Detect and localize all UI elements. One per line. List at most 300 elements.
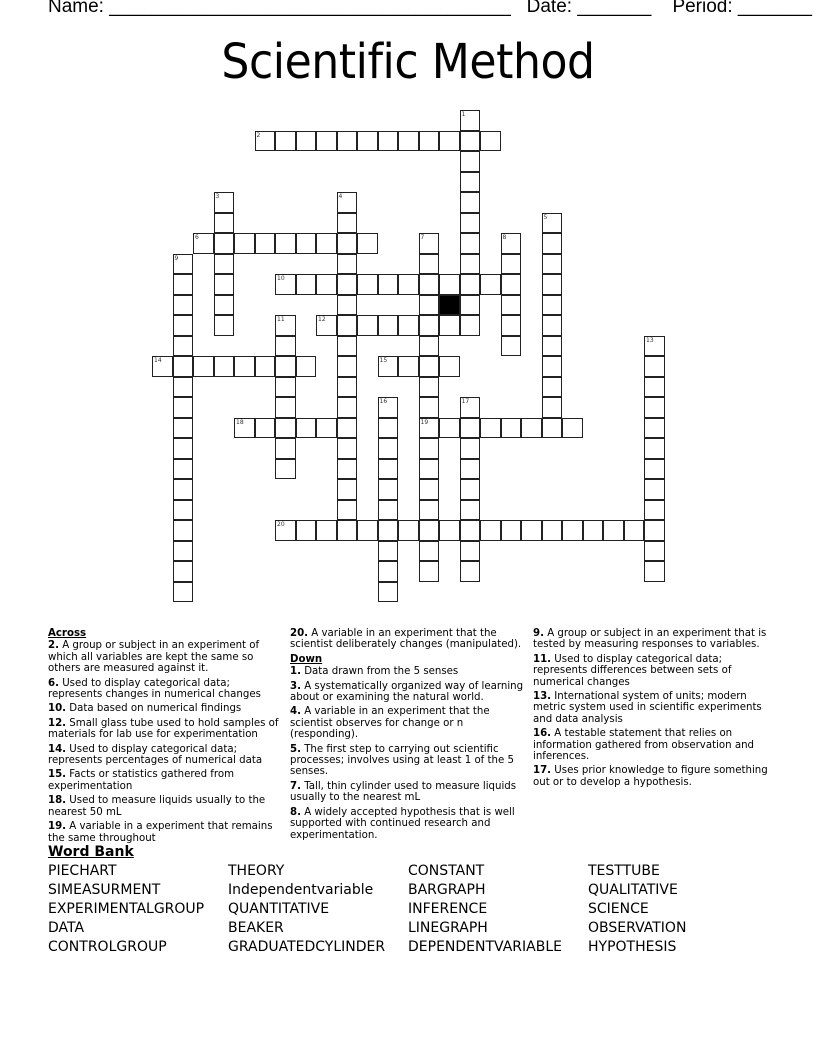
crossword-cell[interactable] xyxy=(378,418,399,439)
clue-number: 15. xyxy=(48,769,67,781)
clue-number: 11 xyxy=(277,316,285,323)
clue-number: 9. xyxy=(533,628,544,639)
clue-text: Used to measure liquids usually to the nearest 50 mL xyxy=(48,795,266,818)
crossword-cell[interactable] xyxy=(460,459,481,480)
word-bank-item: BEAKER xyxy=(228,920,284,936)
crossword-cell[interactable] xyxy=(419,377,440,398)
clue-number: 17 xyxy=(461,398,470,405)
crossword-cell[interactable] xyxy=(316,233,337,254)
clue-text: A group or subject in an experiment of which all variables are kept the same so others are measured against it. xyxy=(48,640,260,675)
crossword-cell[interactable] xyxy=(542,315,563,336)
clue-text: Used to display categorical data; represents changes in numerical changes xyxy=(48,677,261,701)
clue-number: 19 xyxy=(420,418,429,426)
crossword-cell[interactable] xyxy=(337,336,358,357)
crossword-cell[interactable] xyxy=(337,397,358,418)
crossword-cell[interactable] xyxy=(173,418,194,439)
crossword-cell[interactable] xyxy=(378,438,399,459)
clue-text: Facts or statistics gathered from experimentation xyxy=(48,769,234,792)
crossword-cell[interactable] xyxy=(378,500,399,521)
clue-number: 16. xyxy=(533,728,552,740)
crossword-cell[interactable] xyxy=(439,131,460,152)
crossword-cell[interactable] xyxy=(419,418,440,439)
clue-number: 14 xyxy=(154,357,162,364)
crossword-cell[interactable] xyxy=(296,131,317,152)
crossword-cell[interactable] xyxy=(173,541,194,562)
crossword-cell[interactable] xyxy=(562,520,583,541)
crossword-cell[interactable] xyxy=(419,356,440,377)
word-bank-column-4 xyxy=(588,862,686,957)
crossword-cell[interactable] xyxy=(460,274,481,295)
crossword-cell[interactable] xyxy=(275,356,296,377)
crossword-cell[interactable] xyxy=(337,479,358,500)
clue-item xyxy=(48,640,286,674)
word-bank-title: Word Bank xyxy=(48,844,134,860)
crossword-cell[interactable] xyxy=(173,295,194,316)
crossword-cell[interactable] xyxy=(419,315,440,336)
crossword-cell[interactable] xyxy=(460,213,481,234)
crossword-cell[interactable] xyxy=(521,520,542,541)
clue-item xyxy=(48,795,286,818)
crossword-cell[interactable] xyxy=(296,418,317,439)
clue-item xyxy=(290,666,530,677)
crossword-cell[interactable] xyxy=(255,131,276,152)
crossword-cell[interactable] xyxy=(337,459,358,480)
crossword-cell[interactable] xyxy=(460,397,481,418)
crossword-cell[interactable] xyxy=(542,274,563,295)
clue-text: A widely accepted hypothesis that is well supported with continued research and experimentation. xyxy=(290,806,515,841)
clue-item xyxy=(533,628,768,651)
crossword-cell[interactable] xyxy=(644,418,665,439)
crossword-cell[interactable] xyxy=(501,520,522,541)
clue-text: A group or subject in an experiment that is tested by measuring responses to variables. xyxy=(533,628,767,651)
clue-item xyxy=(533,728,768,762)
clue-section-heading: Across xyxy=(48,628,87,639)
crossword-cell[interactable] xyxy=(173,582,194,603)
clue-number: 4. xyxy=(290,706,301,718)
clue-text: Data based on numerical findings xyxy=(66,703,242,715)
clue-number: 7. xyxy=(290,780,301,792)
crossword-cell[interactable] xyxy=(644,541,665,562)
crossword-cell[interactable] xyxy=(378,315,399,336)
crossword-cell[interactable] xyxy=(255,418,276,439)
clue-section-heading: Down xyxy=(290,653,323,665)
crossword-cell[interactable] xyxy=(337,274,358,295)
crossword-cell[interactable] xyxy=(316,315,337,336)
crossword-cell[interactable] xyxy=(542,377,563,398)
crossword-cell[interactable] xyxy=(542,213,563,234)
crossword-cell[interactable] xyxy=(644,397,665,418)
crossword-cell[interactable] xyxy=(644,479,665,500)
crossword-cell[interactable] xyxy=(644,377,665,398)
crossword-cell[interactable] xyxy=(316,418,337,439)
word-bank-item: TESTTUBE xyxy=(588,863,660,879)
crossword-cell[interactable] xyxy=(173,520,194,541)
crossword-cell[interactable] xyxy=(214,315,235,336)
crossword-cell[interactable] xyxy=(521,418,542,439)
crossword-cell[interactable] xyxy=(439,315,460,336)
clue-text: Small glass tube used to hold samples of materials for lab use for experimentation xyxy=(48,717,279,741)
crossword-cell[interactable] xyxy=(234,233,255,254)
crossword-cell[interactable] xyxy=(542,397,563,418)
clue-number: 4 xyxy=(338,193,343,200)
crossword-cell[interactable] xyxy=(419,561,440,582)
crossword-cell[interactable] xyxy=(378,541,399,562)
crossword-cell[interactable] xyxy=(398,315,419,336)
clue-item xyxy=(290,628,530,651)
crossword-cell[interactable] xyxy=(644,438,665,459)
crossword-cell[interactable] xyxy=(193,233,214,254)
word-bank-column-2 xyxy=(228,862,385,957)
clue-number: 3. xyxy=(290,680,301,692)
crossword-cell[interactable] xyxy=(419,520,440,541)
crossword-cell[interactable] xyxy=(173,377,194,398)
crossword-cell[interactable] xyxy=(501,418,522,439)
word-bank-column-1 xyxy=(48,862,204,957)
clue-item xyxy=(48,678,286,701)
clue-number: 10. xyxy=(48,703,67,715)
clue-number: 15 xyxy=(379,357,388,364)
crossword-cell[interactable] xyxy=(337,377,358,398)
crossword-cell[interactable] xyxy=(419,479,440,500)
clue-text: A testable statement that relies on information gathered from observation and inferences. xyxy=(533,728,755,763)
crossword-cell[interactable] xyxy=(337,192,358,213)
crossword-cell[interactable] xyxy=(337,131,358,152)
crossword-cell[interactable] xyxy=(214,356,235,377)
crossword-cell[interactable] xyxy=(480,520,501,541)
crossword-cell[interactable] xyxy=(234,356,255,377)
crossword-cell[interactable] xyxy=(542,356,563,377)
crossword-cell[interactable] xyxy=(173,274,194,295)
crossword-cell[interactable] xyxy=(275,418,296,439)
clue-number: 20. xyxy=(290,628,309,639)
crossword-cell[interactable] xyxy=(275,520,296,541)
word-bank-item: HYPOTHESIS xyxy=(588,939,677,955)
clue-item xyxy=(48,718,286,741)
crossword-cell[interactable] xyxy=(460,315,481,336)
crossword-cell[interactable] xyxy=(419,397,440,418)
word-bank-item: PIECHART xyxy=(48,863,117,879)
crossword-cell[interactable] xyxy=(275,438,296,459)
crossword-cell[interactable] xyxy=(275,459,296,480)
page-title: Scientific Method xyxy=(221,34,595,90)
clue-number: 5 xyxy=(543,213,548,221)
crossword-cell[interactable] xyxy=(501,233,522,254)
word-bank-item: SCIENCE xyxy=(588,901,649,917)
crossword-cell[interactable] xyxy=(378,561,399,582)
crossword-cell[interactable] xyxy=(337,233,358,254)
crossword-cell[interactable] xyxy=(173,561,194,582)
clue-text: Tall, thin cylinder used to measure liquids usually to the nearest mL xyxy=(290,780,517,804)
crossword-cell[interactable] xyxy=(501,315,522,336)
word-bank-item: CONTROLGROUP xyxy=(48,939,167,955)
clue-number: 2 xyxy=(256,131,261,139)
clue-number: 8. xyxy=(290,806,301,818)
clue-item xyxy=(290,744,530,778)
crossword-cell[interactable] xyxy=(214,295,235,316)
crossword-cell[interactable] xyxy=(460,192,481,213)
word-bank-item: QUANTITATIVE xyxy=(228,901,330,917)
crossword-cell[interactable] xyxy=(337,500,358,521)
crossword-cell[interactable] xyxy=(337,520,358,541)
clue-number: 14. xyxy=(48,743,67,755)
crossword-cell[interactable] xyxy=(275,377,296,398)
crossword-cell[interactable] xyxy=(337,295,358,316)
clue-item xyxy=(290,781,530,804)
clue-number: 20 xyxy=(277,521,285,528)
crossword-cell[interactable] xyxy=(296,233,317,254)
crossword-cell[interactable] xyxy=(255,356,276,377)
crossword-cell[interactable] xyxy=(214,254,235,275)
clue-item xyxy=(290,681,530,704)
crossword-cell[interactable] xyxy=(337,438,358,459)
word-bank-item: OBSERVATION xyxy=(588,920,687,936)
crossword-cell[interactable] xyxy=(439,520,460,541)
clue-text: A variable in an experiment that the scientist observes for change or n (responding). xyxy=(290,706,490,741)
clue-item xyxy=(290,706,530,740)
crossword-cell[interactable] xyxy=(460,233,481,254)
clue-number: 11. xyxy=(533,653,552,665)
clue-number: 2. xyxy=(48,640,59,652)
clue-number: 7 xyxy=(420,234,425,241)
crossword-cell[interactable] xyxy=(378,459,399,480)
crossword-cell[interactable] xyxy=(562,418,583,439)
crossword-cell[interactable] xyxy=(419,500,440,521)
crossword-cell[interactable] xyxy=(357,315,378,336)
clue-text: The first step to carrying out scientific processes; involves using at least 1 of the 5 senses. xyxy=(290,743,514,778)
crossword-cell[interactable] xyxy=(542,418,563,439)
crossword-cell[interactable] xyxy=(542,254,563,275)
crossword-cell[interactable] xyxy=(542,520,563,541)
crossword-cell[interactable] xyxy=(439,274,460,295)
clue-number: 12. xyxy=(48,717,67,729)
crossword-cell[interactable] xyxy=(398,520,419,541)
crossword-cell[interactable] xyxy=(193,356,214,377)
crossword-cell[interactable] xyxy=(398,356,419,377)
clue-text: A variable in an experiment that the scientist deliberately changes (manipulated). xyxy=(290,628,522,651)
crossword-cell[interactable] xyxy=(644,520,665,541)
crossword-cell[interactable] xyxy=(378,582,399,603)
clue-number: 17. xyxy=(533,765,552,777)
crossword-cell[interactable] xyxy=(460,541,481,562)
clue-number: 6 xyxy=(195,234,199,241)
clue-number: 12 xyxy=(318,316,326,323)
clue-number: 5. xyxy=(290,743,301,755)
crossword-cell[interactable] xyxy=(419,438,440,459)
crossword-cell[interactable] xyxy=(173,500,194,521)
crossword-cell[interactable] xyxy=(337,315,358,336)
crossword-cell[interactable] xyxy=(378,131,399,152)
crossword-cell[interactable] xyxy=(419,459,440,480)
crossword-cell[interactable] xyxy=(480,274,501,295)
crossword-cell[interactable] xyxy=(152,356,173,377)
crossword-cell[interactable] xyxy=(173,438,194,459)
crossword-cell[interactable] xyxy=(214,233,235,254)
black-cell xyxy=(439,295,460,316)
crossword-cell[interactable] xyxy=(214,274,235,295)
clue-text: A variable in a experiment that remains the same throughout xyxy=(48,821,273,844)
clue-text: Uses prior knowledge to figure something out or to develop a hypothesis. xyxy=(533,765,768,788)
crossword-cell[interactable] xyxy=(378,274,399,295)
crossword-cell[interactable] xyxy=(316,131,337,152)
word-bank-item: SIMEASURMENT xyxy=(48,882,161,898)
crossword-cell[interactable] xyxy=(460,438,481,459)
word-bank-item: DEPENDENTVARIABLE xyxy=(408,939,562,955)
crossword-cell[interactable] xyxy=(460,520,481,541)
crossword-cell[interactable] xyxy=(644,356,665,377)
crossword-cell[interactable] xyxy=(173,254,194,275)
clue-item xyxy=(533,765,768,788)
crossword-cell[interactable] xyxy=(398,131,419,152)
crossword-cell[interactable] xyxy=(419,336,440,357)
crossword-cell[interactable] xyxy=(173,479,194,500)
crossword-cell[interactable] xyxy=(501,336,522,357)
word-bank-item: INFERENCE xyxy=(408,901,488,917)
crossword-cell[interactable] xyxy=(460,151,481,172)
crossword-cell[interactable] xyxy=(501,295,522,316)
clue-item xyxy=(533,654,768,688)
clue-item xyxy=(533,691,768,725)
crossword-cell[interactable] xyxy=(419,233,440,254)
clue-item xyxy=(48,744,286,767)
crossword-cell[interactable] xyxy=(275,233,296,254)
clue-number: 3 xyxy=(215,193,220,200)
crossword-cell[interactable] xyxy=(460,172,481,193)
clue-text: Data drawn from the 5 senses xyxy=(300,666,459,678)
crossword-cell[interactable] xyxy=(337,254,358,275)
crossword-cell[interactable] xyxy=(460,500,481,521)
clue-text: A systematically organized way of learning about or examining the natural world. xyxy=(290,680,524,704)
clue-item xyxy=(48,703,286,714)
crossword-cell[interactable] xyxy=(644,500,665,521)
crossword-cell[interactable] xyxy=(644,561,665,582)
crossword-cell[interactable] xyxy=(460,418,481,439)
word-bank-item: Independentvariable xyxy=(228,882,374,898)
crossword-cell[interactable] xyxy=(501,274,522,295)
clue-number: 19. xyxy=(48,821,67,833)
crossword-cell[interactable] xyxy=(357,233,378,254)
crossword-cell[interactable] xyxy=(460,295,481,316)
crossword-cell[interactable] xyxy=(501,254,522,275)
clue-text: International system of units; modern metric system used in scientific experiments and data analysis xyxy=(533,691,762,725)
crossword-cell[interactable] xyxy=(296,356,317,377)
clue-text: Used to display categorical data; represents differences between sets of numerical changes xyxy=(533,653,732,688)
clue-number: 10 xyxy=(277,275,285,282)
period-field-label: Period: _______ xyxy=(672,0,812,17)
crossword-cell[interactable] xyxy=(460,561,481,582)
crossword-cell[interactable] xyxy=(460,479,481,500)
crossword-cell[interactable] xyxy=(439,356,460,377)
crossword-cell[interactable] xyxy=(419,131,440,152)
crossword-cell[interactable] xyxy=(173,336,194,357)
clues-column-1 xyxy=(48,628,286,847)
crossword-cell[interactable] xyxy=(275,315,296,336)
crossword-cell[interactable] xyxy=(460,131,481,152)
crossword-cell[interactable] xyxy=(275,274,296,295)
crossword-cell[interactable] xyxy=(460,110,481,131)
clues-column-3 xyxy=(533,628,768,791)
word-bank-item: BARGRAPH xyxy=(408,882,486,898)
crossword-cell[interactable] xyxy=(316,520,337,541)
crossword-cell[interactable] xyxy=(583,520,604,541)
crossword-cell[interactable] xyxy=(357,520,378,541)
word-bank-item: LINEGRAPH xyxy=(408,920,488,936)
clue-number: 18. xyxy=(48,795,67,807)
crossword-cell[interactable] xyxy=(275,131,296,152)
crossword-cell[interactable] xyxy=(419,254,440,275)
crossword-cell[interactable] xyxy=(337,356,358,377)
crossword-cell[interactable] xyxy=(378,397,399,418)
word-bank-column-3 xyxy=(408,862,562,957)
clue-number: 1. xyxy=(290,666,301,678)
clue-item xyxy=(48,821,286,844)
crossword-cell[interactable] xyxy=(316,274,337,295)
word-bank-item: QUALITATIVE xyxy=(588,882,678,898)
crossword-cell[interactable] xyxy=(357,274,378,295)
crossword-cell[interactable] xyxy=(275,397,296,418)
crossword-cell[interactable] xyxy=(378,356,399,377)
clue-number: 13 xyxy=(646,336,654,344)
crossword-cell[interactable] xyxy=(214,213,235,234)
crossword-cell[interactable] xyxy=(296,520,317,541)
crossword-cell[interactable] xyxy=(275,336,296,357)
crossword-cell[interactable] xyxy=(542,295,563,316)
crossword-cell[interactable] xyxy=(644,336,665,357)
crossword-cell[interactable] xyxy=(337,418,358,439)
clue-item xyxy=(290,807,530,841)
crossword-cell[interactable] xyxy=(398,274,419,295)
clue-number: 18 xyxy=(236,418,244,426)
crossword-cell[interactable] xyxy=(542,233,563,254)
crossword-cell[interactable] xyxy=(173,315,194,336)
crossword-cell[interactable] xyxy=(296,274,317,295)
crossword-cell[interactable] xyxy=(378,479,399,500)
crossword-cell[interactable] xyxy=(419,541,440,562)
crossword-cell[interactable] xyxy=(419,295,440,316)
crossword-cell[interactable] xyxy=(234,418,255,439)
crossword-cell[interactable] xyxy=(542,336,563,357)
crossword-cell[interactable] xyxy=(480,131,501,152)
crossword-cell[interactable] xyxy=(214,192,235,213)
crossword-cell[interactable] xyxy=(255,233,276,254)
clue-item xyxy=(48,769,286,792)
crossword-cell[interactable] xyxy=(173,397,194,418)
crossword-cell[interactable] xyxy=(173,459,194,480)
crossword-cell[interactable] xyxy=(173,356,194,377)
clue-number: 1 xyxy=(461,111,466,118)
crossword-cell[interactable] xyxy=(480,418,501,439)
word-bank-item: THEORY xyxy=(228,863,285,879)
crossword-cell[interactable] xyxy=(439,418,460,439)
crossword-cell[interactable] xyxy=(357,131,378,152)
crossword-cell[interactable] xyxy=(419,274,440,295)
crossword-cell[interactable] xyxy=(460,254,481,275)
word-bank-item: CONSTANT xyxy=(408,863,485,879)
word-bank-item: DATA xyxy=(48,920,85,936)
crossword-cell[interactable] xyxy=(644,459,665,480)
crossword-cell[interactable] xyxy=(603,520,624,541)
word-bank-item: EXPERIMENTALGROUP xyxy=(48,901,205,917)
clue-number: 13. xyxy=(533,691,552,703)
clue-number: 8 xyxy=(502,234,507,241)
date-field-label: Date: _______ xyxy=(526,0,652,17)
word-bank-item: GRADUATEDCYLINDER xyxy=(228,939,386,955)
clue-number: 6. xyxy=(48,677,59,689)
clues-column-2 xyxy=(290,628,530,844)
crossword-cell[interactable] xyxy=(337,213,358,234)
crossword-cell[interactable] xyxy=(624,520,645,541)
crossword-cell[interactable] xyxy=(378,520,399,541)
clue-number: 16 xyxy=(379,398,388,405)
